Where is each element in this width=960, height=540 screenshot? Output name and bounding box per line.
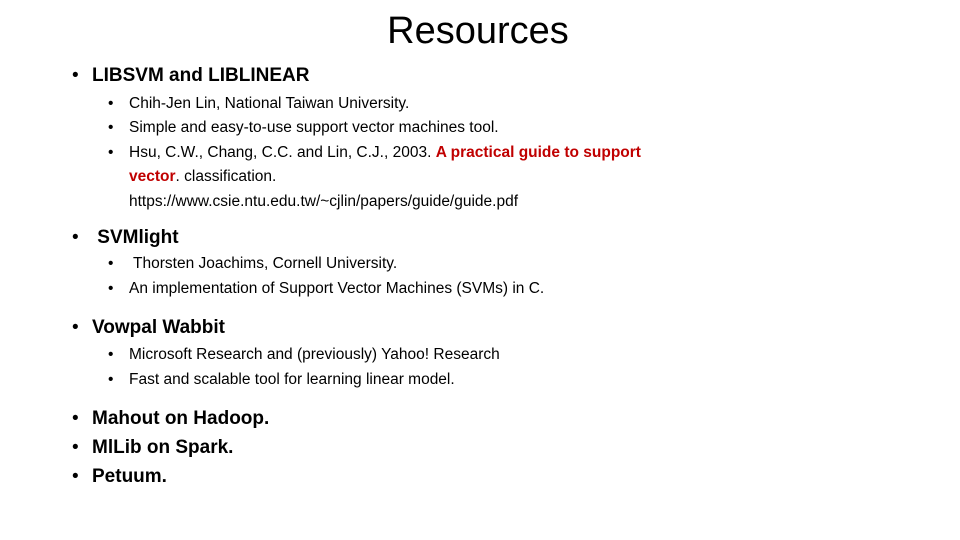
sub-bullet — [108, 92, 409, 116]
slide-title: Resources — [387, 10, 569, 52]
citation-continuation — [129, 165, 276, 189]
extra-text: MlLib on Spark. — [92, 437, 234, 458]
bullet-icon: • — [108, 371, 114, 388]
bullet-icon: • — [108, 280, 114, 297]
item-text: Thorsten Joachims, Cornell University. — [129, 255, 398, 272]
sub-bullet — [108, 368, 455, 392]
bullet-svmlight — [72, 226, 179, 250]
item-text: An implementation of Support Vector Machines (SVMs) in C. — [129, 280, 545, 297]
bullet-icon: • — [72, 65, 79, 86]
extra-text: Mahout on Hadoop. — [92, 408, 270, 429]
item-text: Microsoft Research and (previously) Yahoo! Research — [129, 346, 500, 363]
bullet-icon: • — [108, 95, 114, 112]
citation-link[interactable]: A practical guide to support — [435, 144, 641, 161]
bullet-icon: • — [72, 317, 79, 338]
bullet-libsvm — [72, 64, 309, 88]
bullet-mahout — [72, 407, 269, 431]
citation-url[interactable]: https://www.csie.ntu.edu.tw/~cjlin/papers/guide/guide.pdf — [129, 193, 519, 210]
item-text: Chih-Jen Lin, National Taiwan University. — [129, 95, 410, 112]
bullet-icon: • — [108, 255, 114, 272]
sub-bullet — [108, 252, 397, 276]
extra-text: Petuum. — [92, 466, 167, 487]
sub-bullet — [108, 116, 499, 140]
citation-suffix: . classification. — [175, 168, 277, 185]
bullet-icon: • — [72, 466, 79, 487]
bullet-icon: • — [108, 119, 114, 136]
item-text: Simple and easy-to-use support vector machines tool. — [129, 119, 499, 136]
heading-svmlight: SVMlight — [92, 227, 179, 248]
sub-bullet — [108, 277, 544, 301]
bullet-vowpal — [72, 316, 225, 340]
bullet-icon: • — [72, 437, 79, 458]
bullet-icon: • — [72, 408, 79, 429]
bullet-icon: • — [108, 144, 114, 161]
item-text: Fast and scalable tool for learning linear model. — [129, 371, 455, 388]
bullet-petuum — [72, 465, 167, 489]
bullet-icon: • — [72, 227, 79, 248]
bullet-mllib — [72, 436, 233, 460]
sub-bullet-citation — [108, 141, 641, 165]
heading-vowpal: Vowpal Wabbit — [92, 317, 225, 338]
bullet-icon: • — [108, 346, 114, 363]
sub-bullet — [108, 343, 500, 367]
citation-link-cont[interactable]: vector — [129, 168, 176, 185]
heading-libsvm: LIBSVM and LIBLINEAR — [92, 65, 310, 86]
citation-prefix: Hsu, C.W., Chang, C.C. and Lin, C.J., 2003. — [129, 144, 436, 161]
